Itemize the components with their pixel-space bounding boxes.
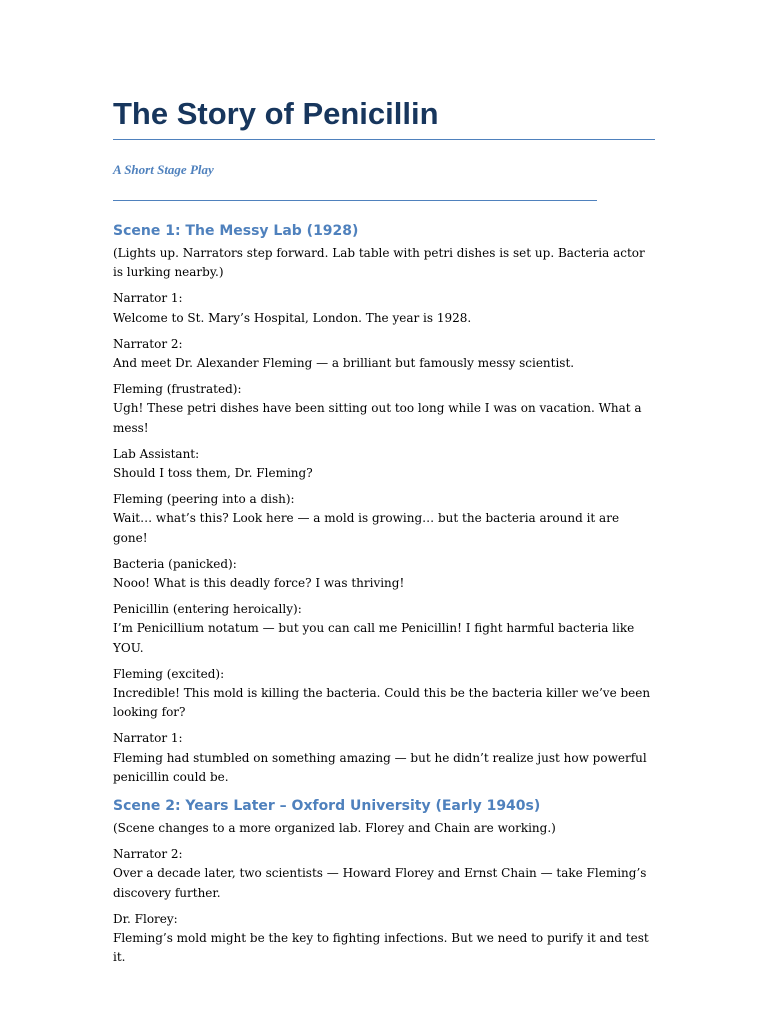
dialogue-block [113, 729, 655, 787]
scene-1-stage-direction: (Lights up. Narrators step forward. Lab table with petri dishes is set up. Bacteria actor is lurking nearby.) [113, 246, 645, 280]
speaker-name: Narrator 2: [113, 336, 183, 351]
dialogue-line: Fleming’s mold might be the key to fighting infections. But we need to purify it and test it. [113, 931, 649, 965]
scene-2-heading: Scene 2: Years Later – Oxford University (Early 1940s) [113, 798, 541, 815]
speaker-name: Narrator 1: [113, 291, 183, 306]
speaker-name: Narrator 1: [113, 731, 183, 746]
dialogue-line: Should I toss them, Dr. Fleming? [113, 466, 313, 481]
dialogue-line: Over a decade later, two scientists — Howard Florey and Ernst Chain — take Fleming’s discovery further. [113, 866, 647, 900]
dialogue-line: Incredible! This mold is killing the bacteria. Could this be the bacteria killer we’ve been looking for? [113, 686, 651, 720]
speaker-name: Bacteria (panicked): [113, 556, 237, 571]
document-page [113, 92, 655, 968]
speaker-name: Fleming (frustrated): [113, 382, 242, 397]
dialogue-line: Nooo! What is this deadly force? I was thriving! [113, 576, 405, 591]
dialogue-line: Wait… what’s this? Look here — a mold is growing… but the bacteria around it are gone! [113, 511, 620, 545]
dialogue-line: Fleming had stumbled on something amazing — but he didn’t realize just how powerful penicillin could be. [113, 750, 647, 784]
speaker-name: Penicillin (entering heroically): [113, 602, 302, 617]
dialogue-block [113, 910, 655, 968]
dialogue-block [113, 335, 655, 373]
document-subtitle: A Short Stage Play [113, 162, 214, 177]
scene-2-stage-direction: (Scene changes to a more organized lab. Florey and Chain are working.) [113, 821, 556, 836]
dialogue-block [113, 665, 655, 723]
speaker-name: Narrator 2: [113, 847, 183, 862]
dialogue-block [113, 380, 655, 438]
scene-1-heading: Scene 1: The Messy Lab (1928) [113, 223, 359, 239]
subtitle-divider [113, 200, 597, 201]
dialogue-block [113, 289, 655, 327]
speaker-name: Lab Assistant: [113, 446, 200, 461]
dialogue-block [113, 845, 655, 903]
dialogue-block [113, 490, 655, 548]
speaker-name: Fleming (peering into a dish): [113, 492, 295, 507]
dialogue-line: Welcome to St. Mary’s Hospital, London. The year is 1928. [113, 310, 472, 325]
dialogue-block [113, 445, 655, 483]
dialogue-line: I’m Penicillium notatum — but you can call me Penicillin! I fight harmful bacteria like YOU. [113, 621, 635, 655]
speaker-name: Fleming (excited): [113, 666, 225, 681]
speaker-name: Dr. Florey: [113, 911, 178, 926]
dialogue-line: And meet Dr. Alexander Fleming — a brilliant but famously messy scientist. [113, 356, 575, 371]
dialogue-line: Ugh! These petri dishes have been sitting out too long while I was on vacation. What a mess! [113, 401, 642, 435]
dialogue-block [113, 555, 655, 593]
document-title: The Story of Penicillin [113, 92, 655, 140]
dialogue-block [113, 600, 655, 658]
